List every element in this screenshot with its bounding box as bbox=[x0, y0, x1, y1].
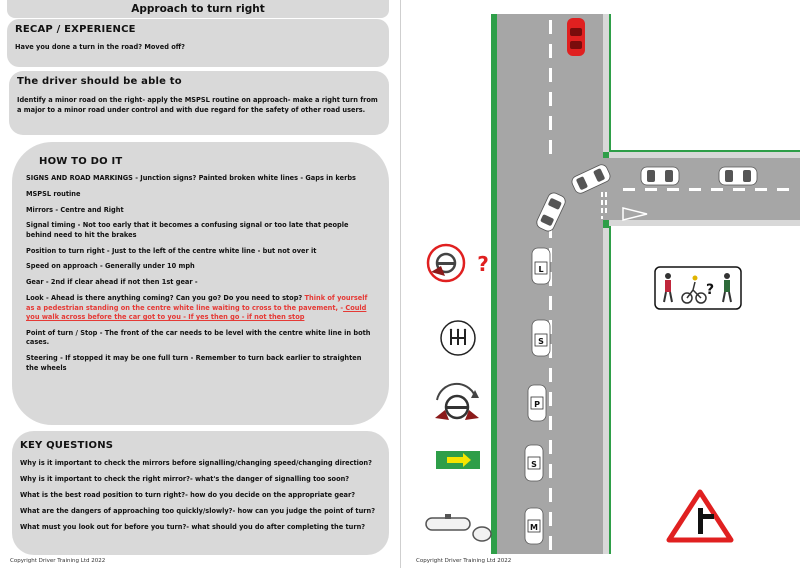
recap-text: Have you done a turn in the road? Moved off? bbox=[15, 43, 185, 51]
how-item: Mirrors - Centre and Right bbox=[26, 205, 124, 214]
car-l bbox=[532, 248, 550, 284]
car-letter: S bbox=[531, 460, 537, 469]
page-title: Approach to turn right bbox=[7, 0, 389, 18]
look-pedestrian-text: Think of yourself as a pedestrian standing on the centre white line waiting to cross to the pavement, - bbox=[26, 294, 368, 312]
steering-wheel-turn-icon bbox=[435, 384, 479, 420]
steering-wheel-caution-icon bbox=[428, 245, 464, 281]
driver-able-box bbox=[9, 71, 389, 135]
copyright-left: Copyright Driver Training Ltd 2022 bbox=[10, 558, 106, 564]
question-mark: ? bbox=[477, 252, 489, 276]
pedestrian-cyclist-icon bbox=[655, 267, 741, 309]
red-car bbox=[567, 18, 585, 56]
car-s bbox=[532, 320, 550, 356]
car-p bbox=[528, 385, 546, 421]
car-letter: M bbox=[530, 523, 538, 532]
how-item: Speed on approach - Generally under 10 mph bbox=[26, 262, 195, 271]
how-to-heading: HOW TO DO IT bbox=[39, 156, 123, 167]
driver-able-text: Identify a minor road on the right- apply the MSPSL routine on approach- make a right turn from a major to a minor road under control and with due regard for the safety of other road users. bbox=[17, 96, 378, 114]
recap-heading: RECAP / EXPERIENCE bbox=[15, 24, 136, 35]
signal-arrow-icon bbox=[436, 451, 480, 469]
side-car bbox=[641, 167, 679, 185]
kerb-bottom bbox=[603, 228, 609, 554]
side-kerb-bottom bbox=[609, 220, 800, 226]
gear-stick-icon bbox=[441, 321, 475, 355]
car-letter: P bbox=[534, 400, 540, 409]
how-to-box bbox=[12, 142, 389, 425]
side-car bbox=[719, 167, 757, 185]
how-item: MSPSL routine bbox=[26, 189, 81, 198]
centre-line bbox=[549, 20, 552, 550]
how-item: Position to turn right - Just to the left of the centre white line - but not over it bbox=[26, 246, 317, 255]
how-item: Gear - 2nd if clear ahead if not then 1st gear - bbox=[26, 278, 198, 287]
right-page bbox=[400, 0, 800, 568]
how-item-look bbox=[26, 294, 375, 323]
rear-view-mirror-icon bbox=[426, 514, 491, 541]
car-m bbox=[525, 508, 543, 544]
key-question: Why is it important to check the right mirror?- what's the danger of signalling too soon? bbox=[20, 474, 350, 483]
how-item: Steering - If stopped it may be one full turn - Remember to turn back earlier to straighten the wheels bbox=[26, 354, 362, 372]
look-walk-across-text: Could you walk across before the car got to you - If yes then go - if not then stop bbox=[26, 303, 367, 322]
car-s2 bbox=[525, 445, 543, 481]
key-questions-heading: KEY QUESTIONS bbox=[20, 440, 114, 451]
copyright-right: Copyright Driver Training Ltd 2022 bbox=[416, 558, 512, 564]
car-letter: S bbox=[538, 337, 544, 346]
junction-diagram bbox=[401, 0, 800, 568]
driver-able-heading: The driver should be able to bbox=[17, 76, 182, 87]
how-item: Signal timing - Not too early that it becomes a confusing signal or too late that people behind need to hit the brakes bbox=[26, 221, 349, 239]
key-questions-box bbox=[12, 431, 389, 555]
pedestrian-question-mark: ? bbox=[705, 282, 715, 298]
kerb-top bbox=[603, 14, 609, 152]
how-item: Point of turn / Stop - The front of the car needs to be level with the centre white line in both cases. bbox=[26, 328, 371, 347]
how-item: SIGNS AND ROAD MARKINGS - Junction signs? Painted broken white lines - Gaps in kerbs bbox=[26, 174, 356, 182]
car-letter: L bbox=[538, 265, 544, 274]
key-question: What are the dangers of approaching too quickly/slowly?- how can you judge the point of turn? bbox=[20, 506, 376, 515]
key-question: What must you look out for before you turn?- what should you do after completing the turn? bbox=[20, 522, 366, 531]
key-question: What is the best road position to turn right?- how do you decide on the appropriate gear? bbox=[20, 490, 356, 499]
side-kerb-top bbox=[609, 152, 800, 158]
crossroad-warning-sign-icon bbox=[669, 492, 731, 540]
look-text: Look - Ahead is there anything coming? Can you go? Do you need to stop? bbox=[26, 294, 303, 303]
key-question: Why is it important to check the mirrors before signalling/changing speed/changing direction? bbox=[20, 459, 372, 467]
recap-box bbox=[7, 19, 389, 67]
